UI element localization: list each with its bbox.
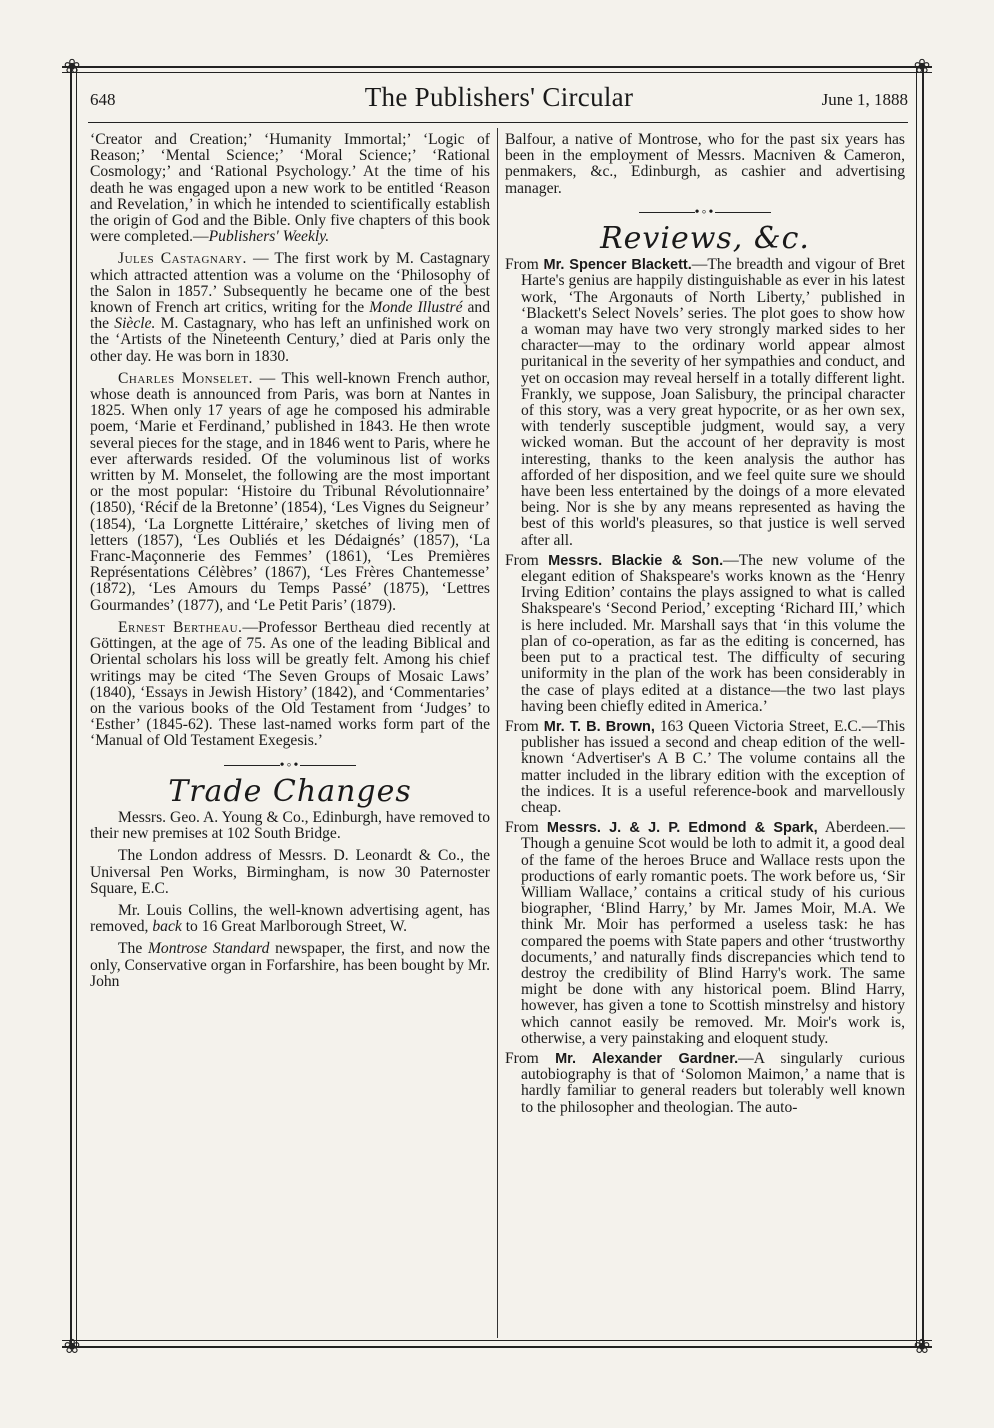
obituary-text: —Professor Bertheau died recently at Göttingen, at the age of 75. As one of the leading Biblical and Oriental scholars his loss will be greatly felt. Among his chief writings may be cited ‘The Seven Groups of Mosaic Laws’ (1840), ‘Essays in Jewish History’ (1842), and ‘Commentaries’ on the various books of the Old Testament from ‘Judges’ to ‘Esther’ (1845-62). These last-named works form part of the ‘Manual of Old Testament Exegesis.’ [90,618,490,750]
publisher-name: Messrs. J. & J. P. Edmond & Spark, [546,820,818,837]
trade-text: The [118,940,148,958]
publication-title: Monde Illustré [369,299,463,317]
obituary-name: Charles Monselet. [118,369,253,387]
page-title: The Publishers' Circular [364,82,634,112]
obituary-name: Jules Castagnary. [118,250,247,268]
frame-bottom-inner-rule [62,1340,932,1341]
review-from: From [505,717,544,735]
column-divider [497,128,498,1338]
running-header [90,82,908,118]
obituary-castagnary [90,251,490,364]
publisher-name: Mr. Spencer Blackett. [543,257,692,274]
emphasis: back [152,918,182,936]
corner-ornament-icon [911,1336,933,1358]
review-text: —The breadth and vigour of Bret Harte's genius are happily distinguishable as ever in his latest work, ‘The Argonauts of North Liberty,’ published in ‘Blackett's Select Novels’ series. The plot goes to show how a woman may have two very strongly marked sides to her character—may to the ordinary world appear almost puritanical in the severity of her sympathies and conduct, and yet on occasion may reveal herself in a totally different light. Frankly, we suppose, Joan Salisbury, the principal character of this story, was a very great hypocrite, or as her own sex, with tenderly susceptible judgment, would say, a very wicked woman. But the account of her depravity is most interesting, thanks to the keen analysis the author has afforded of her disposition, and we feel quite sure we should have been less entertained by the doings of a more elevated being. Nor is she by any means represented as having the best of this world's pleasures, so that justice is well served after all. [521,256,905,549]
review-text: —The new volume of the elegant edition of Shakspeare's works known as the ‘Henry Irving Edition’ contains the plays assigned to what is called Shakspeare's ‘Second Period,’ excepting ‘Richard III,’ which is here included. Mr. Marshall says that ‘in this volume the plan of co-operation, as far as the editing is concerned, has been put to a practical test. The difficulty of securing uniformity in the plan of the work has been considerably in the case of plays edited at a distance—the two last plays having been chiefly edited in America.’ [521,551,905,715]
trade-item-continued: Balfour, a native of Montrose, who for the past six years has been in the employment of Messrs. Macniven & Cameron, penmakers, &c., Edinburgh, as cashier and advertising manager. [505,131,905,197]
frame-right-rule [922,66,924,1348]
right-column [505,132,905,1120]
obituary-name: Ernest Bertheau. [118,618,243,636]
obituary-text: ‘Creator and Creation;’ ‘Humanity Immortal;’ ‘Logic of Reason;’ ‘Mental Science;’ ‘Moral Science;’ ‘Rational Cosmology;’ and ‘Rational Psychology.’ At the time of his death he was engaged upon a new work to be entitled ‘Reason and Revelation,’ in which he intended to scientifically establish the origin of God and the Bible. Only five chapters of this book were completed.— [90,131,490,246]
review-item [505,820,905,1047]
review-item [505,1051,905,1116]
frame-left-inner-rule [76,66,77,1348]
trade-changes-heading: Trade Changes [168,773,412,809]
review-from: From [505,256,544,274]
frame-left-rule [70,66,72,1348]
trade-item [90,903,490,935]
source-citation: Publishers' Weekly. [208,228,330,246]
review-text: Aberdeen.—Though a genuine Scot would be loth to admit it, a good deal of the fame of the heroes Bruce and Wallace rests upon the productions of early romantic poets. The work before us, ‘Sir William Wallace,’ contains a critical study of his curious biographer, ‘Blind Harry,’ by Mr. James Moir, M.A. We think Mr. Moir has performed a useless task: he has compared the poems with State papers and other ‘trustworthy documents,’ and naturally finds discrepancies which tend to destroy the credibility of Blind Harry's work. The same might be done with any historical poem. Blind Harry, however, has given a tone to Scottish minstrelsy and history which cannot easily be removed. Mr. Moir's work is, otherwise, a very painstaking and eloquent study. [521,819,905,1047]
header-underline [88,122,908,123]
obituary-text: M. Castagnary, who has left an unfinished work on the ‘Artists of the Nineteenth Century,’ died at Paris only the other day. He was born in 1830. [90,315,490,365]
frame-right-inner-rule [916,66,917,1348]
review-item [505,719,905,816]
obituary-text: — This well-known French author, whose death is announced from Paris, was born at Nantes in 1825. When only 17 years of age he composed his admirable poem, ‘Marie et Ferdinand,’ published in 1843. He then wrote several pieces for the stage, and in 1846 went to Paris, where he ever afterwards resided. Of the voluminous list of works written by M. Monselet, the following are the most important or the most popular: ‘Histoire du Tribunal Révolutionnaire’ (1850), ‘Récif de la Bretonne’ (1854), ‘Les Vignes du Seigneur’ (1854), ‘La Lorgnette Littéraire,’ sketches of living men of letters (1857), ‘Les Oubliés et les Dédaignés’ (1857), ‘La Franc-Maçonnerie des Femmes’ (1861), ‘Les Premières Représentations Célèbres’ (1867), ‘Les Frères Chantemesse’ (1872), ‘Les Amours du Temps Passé’ (1875), ‘Lettres Gourmandes’ (1877), and ‘Le Petit Paris’ (1879). [90,369,490,614]
review-text: 163 Queen Victoria Street, E.C.—This publisher has issued a second and cheap edition of the well-known ‘Advertiser's A B C.’ The volume contains all the matter included in the library edition with the exception of the indices. It is a useful reference-book and marvellously cheap. [521,717,906,816]
review-from: From [505,551,549,569]
review-item [505,553,905,715]
review-from: From [505,819,547,837]
publisher-name: Mr. Alexander Gardner. [555,1050,739,1067]
reviews-heading: Reviews, &c. [600,221,810,257]
section-divider: •◦• [505,205,905,221]
corner-ornament-icon [911,56,933,78]
publisher-name: Mr. T. B. Brown, [543,718,655,735]
trade-item: The London address of Messrs. D. Leonardt & Co., the Universal Pen Works, Birmingham, is now 30 Paternoster Square, E.C. [90,847,490,897]
review-from: From [505,1049,556,1067]
issue-date: June 1, 1888 [821,90,908,109]
left-column [90,132,490,996]
frame-top-rule [62,66,932,68]
review-text: —A singularly curious autobiography is that of ‘Solomon Maimon,’ a name that is hardly familiar to general readers but tolerably well known to the philosopher and theologian. The auto- [521,1049,905,1116]
frame-top-inner-rule [62,72,932,73]
corner-ornament-icon [61,56,83,78]
trade-item: Messrs. Geo. A. Young & Co., Edinburgh, have removed to their new premises at 102 South Bridge. [90,808,490,843]
trade-text: to 16 Great Marlborough Street, W. [181,918,407,936]
obituary-text: — The first work by M. Castagnary which attracted attention was a volume on the ‘Philosophy of the Salon in 1857.’ Subsequently he became one of the best known of French art critics, writing for the [90,250,490,317]
page-number: 648 [90,90,116,109]
trade-text: Mr. Louis Collins, the well-known advertising agent, has removed, [90,901,490,936]
obituary-monselet [90,371,490,614]
publication-title: Montrose Standard [147,940,270,958]
publisher-name: Messrs. Blackie & Son. [548,552,724,569]
trade-text: newspaper, the first, and now the only, Conservative organ in Forfarshire, has been bought by Mr. John [90,940,490,990]
review-item [505,257,905,549]
frame-bottom-rule [62,1346,932,1348]
obituary-text: and the [90,299,490,333]
obituary-continued [90,132,490,245]
section-divider: •◦• [90,758,490,774]
corner-ornament-icon [61,1336,83,1358]
publication-title: Siècle. [114,315,156,333]
obituary-bertheau [90,620,490,750]
trade-item [90,941,490,990]
